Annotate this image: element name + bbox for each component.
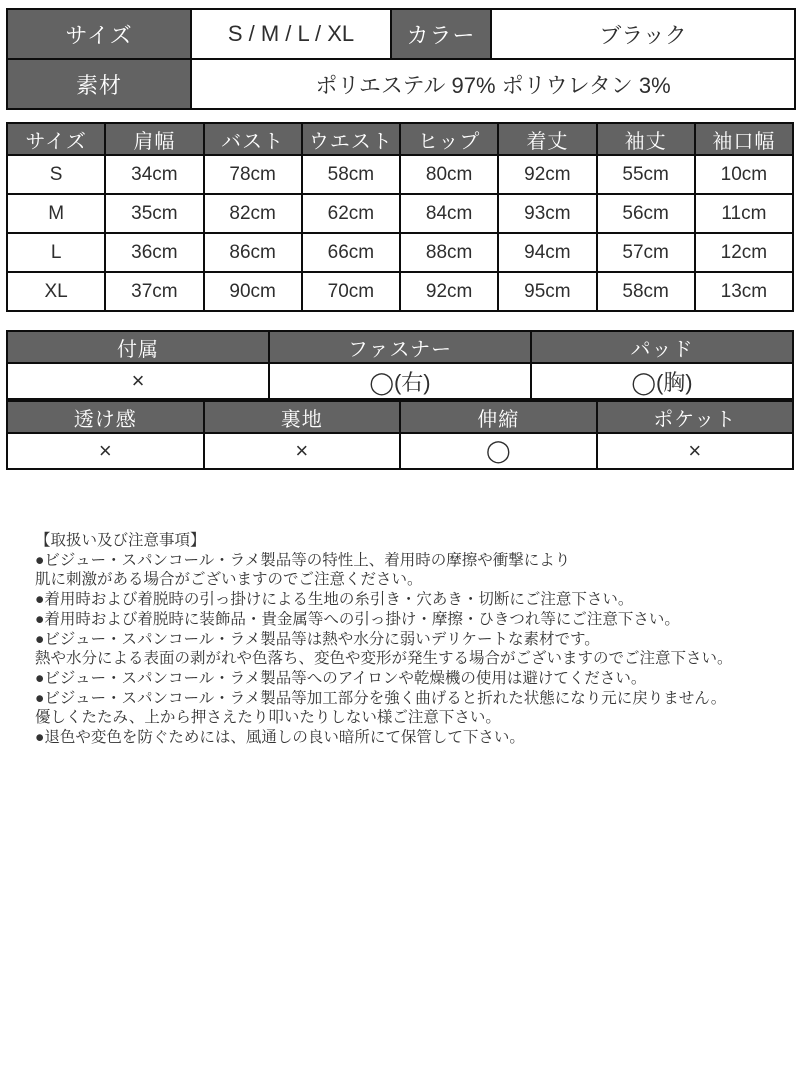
measure-cell: 84cm — [400, 194, 498, 233]
color-value-cell: ブラック — [491, 9, 795, 59]
care-note-line: ●着用時および着脱時に装飾品・貴金属等への引っ掛け・摩擦・ひきつれ等にご注意下さい。 — [35, 610, 680, 628]
care-note-line: ●ビジュー・スパンコール・ラメ製品等は熱や水分に弱いデリケートな素材です。 — [35, 630, 600, 648]
size-row-s — [7, 155, 793, 194]
spec-table-accessories — [6, 330, 794, 400]
size-table-header: ヒップ — [400, 123, 498, 155]
care-note-line: 肌に刺激がある場合がございますのでご注意ください。 — [35, 571, 423, 589]
spec-b-value: × — [597, 433, 794, 469]
size-table-header: 肩幅 — [105, 123, 203, 155]
spec-b-header: ポケット — [597, 401, 794, 433]
measure-cell: 92cm — [498, 155, 596, 194]
spec-a-value-row — [7, 363, 793, 399]
measure-cell: 57cm — [597, 233, 695, 272]
measure-cell: 66cm — [302, 233, 400, 272]
measure-cell: 56cm — [597, 194, 695, 233]
care-note-line: 熱や水分による表面の剥がれや色落ち、変色や変形が発生する場合がございますのでご注意下さい。 — [35, 650, 733, 668]
spec-b-header: 透け感 — [7, 401, 204, 433]
measure-cell: 95cm — [498, 272, 596, 311]
size-table-header: 着丈 — [498, 123, 596, 155]
size-cell: S — [7, 155, 105, 194]
material-value-cell: ポリエステル 97% ポリウレタン 3% — [191, 59, 795, 109]
spec-b-value-row — [7, 433, 793, 469]
measure-cell: 92cm — [400, 272, 498, 311]
spec-a-value: ◯(右) — [269, 363, 531, 399]
size-table-header: サイズ — [7, 123, 105, 155]
care-note-line: 優しくたたみ、上から押さえたり叩いたりしない様ご注意下さい。 — [35, 709, 501, 727]
care-notes-title: 【取扱い及び注意事項】 — [35, 532, 206, 549]
measure-cell: 34cm — [105, 155, 203, 194]
size-table-header: バスト — [204, 123, 302, 155]
size-cell: XL — [7, 272, 105, 311]
measure-cell: 10cm — [695, 155, 793, 194]
size-value-cell: S / M / L / XL — [191, 9, 391, 59]
measure-cell: 36cm — [105, 233, 203, 272]
spec-table-fabric — [6, 400, 794, 470]
spec-b-value: × — [204, 433, 401, 469]
size-table-header: 袖丈 — [597, 123, 695, 155]
color-label-cell: カラー — [391, 9, 491, 59]
size-table-header-row — [7, 123, 793, 155]
size-table-header: ウエスト — [302, 123, 400, 155]
size-row-xl — [7, 272, 793, 311]
info-row-size-color — [7, 9, 795, 59]
spec-a-header: 付属 — [7, 331, 269, 363]
size-cell: L — [7, 233, 105, 272]
care-note-line: ●ビジュー・スパンコール・ラメ製品等加工部分を強く曲げると折れた状態になり元に戻りません。 — [35, 689, 727, 707]
measure-cell: 88cm — [400, 233, 498, 272]
spec-a-header: ファスナー — [269, 331, 531, 363]
size-cell: M — [7, 194, 105, 233]
measure-cell: 90cm — [204, 272, 302, 311]
spec-a-value: ◯(胸) — [531, 363, 793, 399]
material-label-cell: 素材 — [7, 59, 191, 109]
size-table-header: 袖口幅 — [695, 123, 793, 155]
spec-a-value: × — [7, 363, 269, 399]
measure-cell: 58cm — [302, 155, 400, 194]
size-row-m — [7, 194, 793, 233]
spec-b-header-row — [7, 401, 793, 433]
info-table — [6, 8, 796, 110]
measure-cell: 93cm — [498, 194, 596, 233]
measure-cell: 62cm — [302, 194, 400, 233]
spec-b-value: ◯ — [400, 433, 597, 469]
measure-cell: 11cm — [695, 194, 793, 233]
measure-cell: 58cm — [597, 272, 695, 311]
size-measurement-table — [6, 122, 794, 312]
spec-b-header: 裏地 — [204, 401, 401, 433]
spec-a-header-row — [7, 331, 793, 363]
spec-a-header: パッド — [531, 331, 793, 363]
measure-cell: 70cm — [302, 272, 400, 311]
size-row-l — [7, 233, 793, 272]
measure-cell: 80cm — [400, 155, 498, 194]
measure-cell: 12cm — [695, 233, 793, 272]
measure-cell: 94cm — [498, 233, 596, 272]
care-note-line: ●退色や変色を防ぐためには、風通しの良い暗所にて保管して下さい。 — [35, 729, 525, 747]
measure-cell: 37cm — [105, 272, 203, 311]
measure-cell: 35cm — [105, 194, 203, 233]
measure-cell: 86cm — [204, 233, 302, 272]
care-note-line: ●ビジュー・スパンコール・ラメ製品等へのアイロンや乾燥機の使用は避けてください。 — [35, 669, 647, 687]
info-row-material — [7, 59, 795, 109]
care-note-line: ●着用時および着脱時の引っ掛けによる生地の糸引き・穴あき・切断にご注意下さい。 — [35, 591, 634, 609]
size-label-cell: サイズ — [7, 9, 191, 59]
measure-cell: 78cm — [204, 155, 302, 194]
spec-b-header: 伸縮 — [400, 401, 597, 433]
measure-cell: 82cm — [204, 194, 302, 233]
spec-b-value: × — [7, 433, 204, 469]
care-note-line: ●ビジュー・スパンコール・ラメ製品等の特性上、着用時の摩擦や衝撃により — [35, 551, 571, 569]
measure-cell: 13cm — [695, 272, 793, 311]
measure-cell: 55cm — [597, 155, 695, 194]
care-notes — [35, 531, 780, 748]
